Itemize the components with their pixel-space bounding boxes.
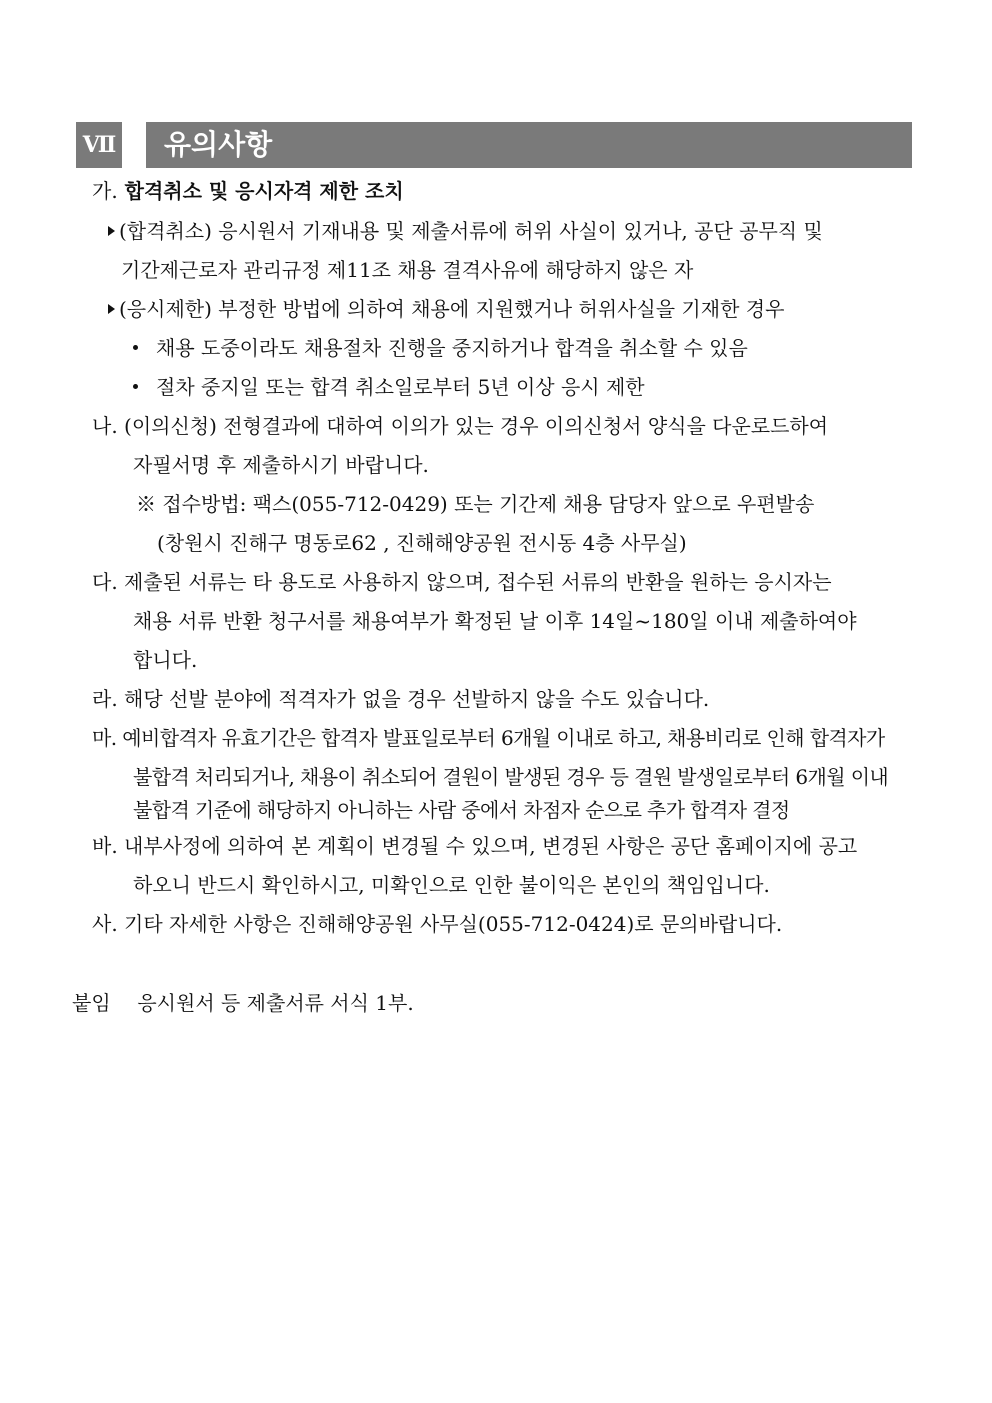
- item-na-marker: 나.: [92, 414, 118, 438]
- item-ga-title: 합격취소 및 응시자격 제한 조치: [124, 179, 404, 203]
- item-ma-marker: 마.: [92, 726, 117, 750]
- attachment-label: 붙임: [72, 991, 111, 1015]
- item-ma-line1: 예비합격자 유효기간은 합격자 발표일로부터 6개월 이내로 하고, 채용비리로 인해 합격자가: [122, 726, 885, 750]
- item-ga-bullet1: [108, 218, 823, 244]
- item-da-marker: 다.: [92, 570, 118, 594]
- item-ra-marker: 라.: [92, 687, 118, 711]
- item-ba-marker: 바.: [92, 834, 118, 858]
- item-ga-sub1-text: 채용 도중이라도 채용절차 진행을 중지하거나 합격을 취소할 수 있음: [156, 336, 748, 360]
- item-ga-bullet2-text: (응시제한) 부정한 방법에 의하여 채용에 지원했거나 허위사실을 기재한 경우: [119, 297, 785, 321]
- item-ba-line1: 내부사정에 의하여 본 계획이 변경될 수 있으며, 변경된 사항은 공단 홈페이지에 공고: [124, 834, 858, 858]
- item-ga-bullet1-text: (합격취소) 응시원서 기재내용 및 제출서류에 허위 사실이 있거나, 공단 공무직 및: [119, 219, 823, 243]
- item-ma: [92, 725, 885, 751]
- item-ma-line2: 불합격 처리되거나, 채용이 취소되어 결원이 발생된 경우 등 결원 발생일로부터 6개월 이내: [133, 765, 889, 789]
- item-ra-line1: 해당 선발 분야에 적격자가 없을 경우 선발하지 않을 수도 있습니다.: [124, 687, 710, 711]
- section-number: Ⅶ: [76, 122, 122, 168]
- dot-bullet-icon: [133, 345, 138, 350]
- item-ga-marker: 가.: [92, 179, 118, 203]
- item-ga-sub2-text: 절차 중지일 또는 합격 취소일로부터 5년 이상 응시 제한: [156, 375, 645, 399]
- item-da: [92, 569, 832, 595]
- item-na-note2: (창원시 진해구 명동로62 , 진해해양공원 전시동 4층 사무실): [157, 531, 687, 555]
- item-na-line2: 자필서명 후 제출하시기 바랍니다.: [133, 453, 429, 477]
- triangle-bullet-icon: [108, 226, 115, 236]
- item-sa-line1: 기타 자세한 사항은 진해해양공원 사무실(055-712-0424)로 문의바랍니다.: [124, 912, 783, 936]
- dot-bullet-icon: [133, 384, 138, 389]
- item-ga-bullet1-cont: 기간제근로자 관리규정 제11조 채용 결격사유에 해당하지 않은 자: [121, 258, 694, 282]
- attachment-note: [72, 990, 414, 1016]
- attachment-text: 응시원서 등 제출서류 서식 1부.: [137, 991, 414, 1015]
- item-na: [92, 413, 828, 439]
- item-ba-line2: 하오니 반드시 확인하시고, 미확인으로 인한 불이익은 본인의 책임입니다.: [133, 873, 770, 897]
- item-na-note1: ※ 접수방법: 팩스(055-712-0429) 또는 기간제 채용 담당자 앞으로 우편발송: [136, 492, 815, 516]
- section-title: 유의사항: [164, 128, 273, 161]
- item-sa-marker: 사.: [92, 912, 118, 936]
- item-na-line1: (이의신청) 전형결과에 대하여 이의가 있는 경우 이의신청서 양식을 다운로드하여: [124, 414, 829, 438]
- triangle-bullet-icon: [108, 304, 115, 314]
- item-ra: [92, 686, 709, 712]
- section-header: [76, 122, 912, 168]
- item-da-line3: 합니다.: [133, 648, 198, 672]
- item-ma-line3: 불합격 기준에 해당하지 아니하는 사람 중에서 차점자 순으로 추가 합격자 결정: [133, 798, 790, 822]
- item-ba: [92, 833, 857, 859]
- item-da-line2: 채용 서류 반환 청구서를 채용여부가 확정된 날 이후 14일~180일 이내 제출하여야: [133, 609, 857, 633]
- section-title-bar: [146, 122, 912, 168]
- item-ga-heading: [92, 178, 404, 204]
- item-ga-bullet2: [108, 296, 784, 322]
- item-sa: [92, 911, 782, 937]
- item-ga-sub1: [133, 335, 748, 361]
- item-da-line1: 제출된 서류는 타 용도로 사용하지 않으며, 접수된 서류의 반환을 원하는 응시자는: [124, 570, 832, 594]
- item-ga-sub2: [133, 374, 645, 400]
